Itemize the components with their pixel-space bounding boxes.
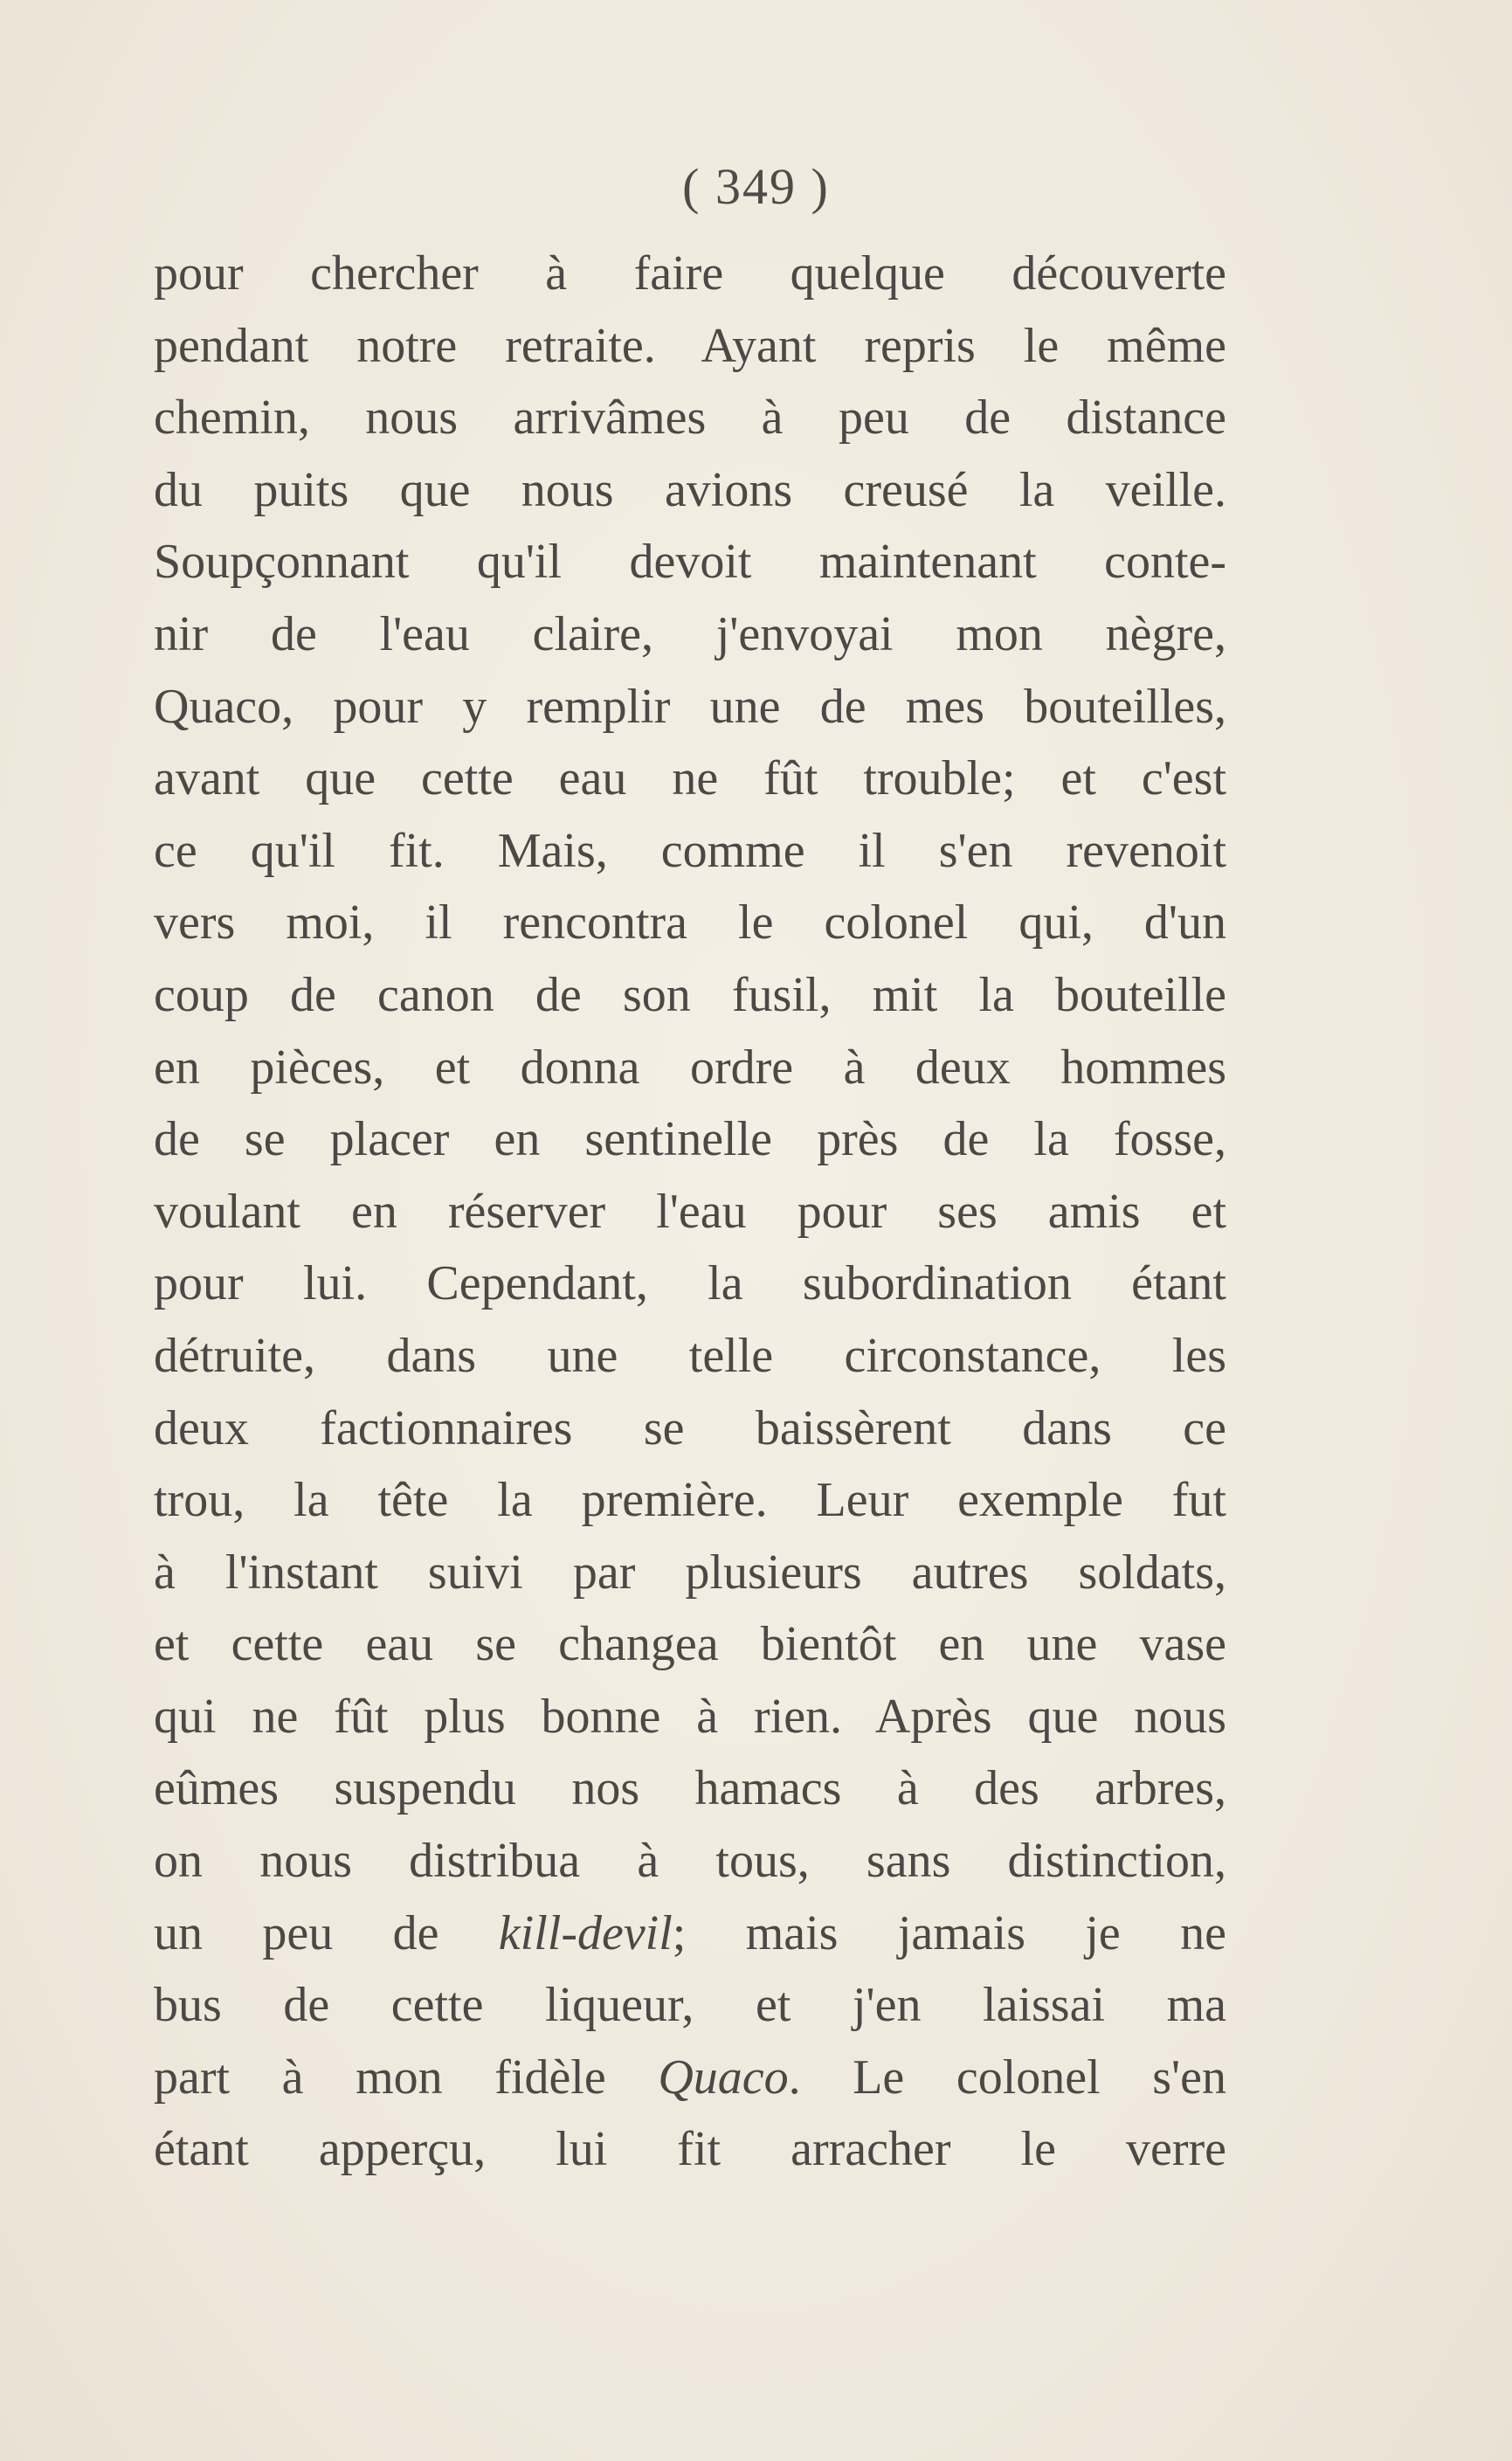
text-line: voulant en réserver l'eau pour ses amis et: [154, 1184, 1226, 1239]
text-line: chemin, nous arrivâmes à peu de distance: [154, 391, 1226, 446]
page-number: ( 349 ): [682, 158, 830, 215]
text-line-quaco: [154, 2042, 1226, 2114]
text-line: ce qu'il fit. Mais, comme il s'en revenoit: [154, 823, 1226, 878]
text-line: en pièces, et donna ordre à deux hommes: [154, 1040, 1226, 1095]
text-line: pour chercher à faire quelque découverte: [154, 246, 1226, 301]
text-line: à l'instant suivi par plusieurs autres soldats,: [154, 1545, 1226, 1600]
text-line: qui ne fût plus bonne à rien. Après que nous: [154, 1689, 1226, 1744]
text-line: nir de l'eau claire, j'envoyai mon nègre,: [154, 606, 1226, 661]
text-line: pendant notre retraite. Ayant repris le même: [154, 318, 1226, 373]
text-line: du puits que nous avions creusé la veille.: [154, 462, 1226, 517]
text-line-last: étant apperçu, lui fit arracher le verre: [154, 2122, 1226, 2177]
line-segment: part à mon fidèle: [154, 2050, 659, 2105]
text-line: pour lui. Cependant, la subordination étant: [154, 1256, 1226, 1311]
line-segment: . Le colonel s'en: [788, 2050, 1226, 2105]
italic-term-kill-devil: kill-devil: [498, 1905, 673, 1960]
text-line: coup de canon de son fusil, mit la bouteille: [154, 967, 1226, 1022]
body-text: [154, 238, 1226, 2186]
line-segment: ; mais jamais je ne: [672, 1905, 1226, 1960]
text-line-kill-devil: [154, 1898, 1226, 1970]
text-line: avant que cette eau ne fût trouble; et c'est: [154, 751, 1226, 806]
text-line: Soupçonnant qu'il devoit maintenant conte-: [154, 535, 1226, 590]
text-line: vers moi, il rencontra le colonel qui, d'un: [154, 895, 1226, 951]
text-line: eûmes suspendu nos hamacs à des arbres,: [154, 1761, 1226, 1816]
text-line: et cette eau se changea bientôt en une vase: [154, 1617, 1226, 1672]
text-line: deux factionnaires se baissèrent dans ce: [154, 1400, 1226, 1455]
text-line: détruite, dans une telle circonstance, les: [154, 1328, 1226, 1383]
italic-name-quaco: Quaco: [658, 2050, 789, 2105]
text-line: on nous distribua à tous, sans distinction,: [154, 1834, 1226, 1889]
line-segment: un peu de: [154, 1905, 499, 1960]
text-line: trou, la tête la première. Leur exemple fut: [154, 1473, 1226, 1528]
text-line: bus de cette liqueur, et j'en laissai ma: [154, 1978, 1226, 2033]
text-line: de se placer en sentinelle près de la fosse,: [154, 1112, 1226, 1167]
text-line: Quaco, pour y remplir une de mes bouteilles,: [154, 679, 1226, 734]
